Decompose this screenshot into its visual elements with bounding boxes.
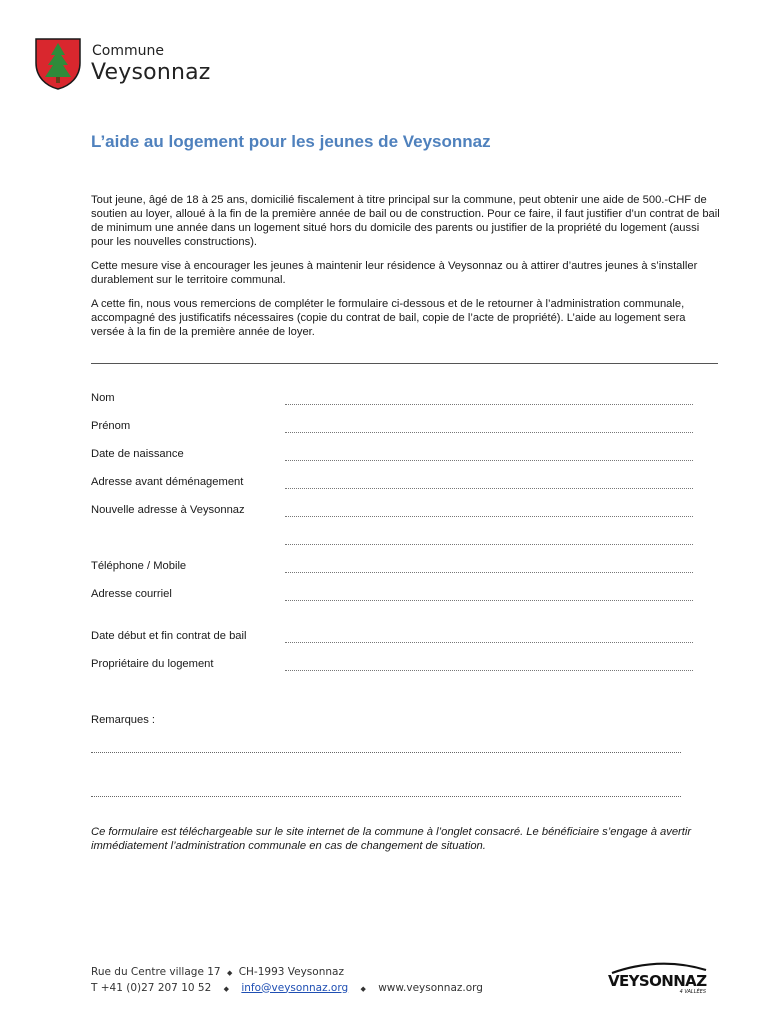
form-row-telephone	[91, 560, 696, 576]
field-line-proprietaire[interactable]	[285, 670, 693, 671]
logo-wordmark: VEYSONNAZ	[608, 972, 707, 990]
field-line-nouvelle-adresse[interactable]	[285, 516, 693, 517]
field-label-nom: Nom	[91, 392, 115, 404]
form-row-courriel	[91, 588, 696, 604]
intro-paragraph: Cette mesure vise à encourager les jeunes à maintenir leur résidence à Veysonnaz ou à attirer d’autres jeunes à s’installer durablement sur le territoire communal.	[91, 260, 698, 286]
page-title: L’aide au logement pour les jeunes de Veysonnaz	[91, 132, 491, 151]
footer-email-link[interactable]: info@veysonnaz.org	[241, 981, 349, 994]
field-line-adresse-avant[interactable]	[285, 488, 693, 489]
footer-address-line	[91, 965, 483, 981]
form-row-prenom	[91, 420, 696, 436]
intro-text	[91, 193, 721, 349]
footer-separator: ◆	[223, 984, 229, 993]
footer-separator: ◆	[226, 969, 233, 977]
form-row-adresse-suite	[91, 532, 696, 548]
field-line-date-naissance[interactable]	[285, 460, 693, 461]
field-line-courriel[interactable]	[285, 600, 693, 601]
remarks-line[interactable]	[91, 796, 681, 797]
veysonnaz-logo	[608, 958, 712, 1000]
form-row-nom	[91, 392, 696, 408]
remarks-line[interactable]	[91, 752, 681, 753]
field-label-courriel: Adresse courriel	[91, 588, 172, 600]
footer-website-link[interactable]: www.veysonnaz.org	[378, 981, 483, 994]
field-line-prenom[interactable]	[285, 432, 693, 433]
footnote: Ce formulaire est téléchargeable sur le site internet de la commune à l’onglet consacré. Le bénéficiaire s’engage à avertir immédiatement l’administration communale en cas de changement de situation.	[91, 826, 692, 852]
logo-subtitle: 4 VALLÉES	[679, 989, 706, 995]
field-label-contrat-bail: Date début et fin contrat de bail	[91, 630, 247, 642]
form-row-proprietaire	[91, 658, 696, 674]
coat-of-arms-icon	[34, 37, 82, 91]
remarks-label: Remarques :	[91, 714, 156, 726]
footer-phone: T +41 (0)27 207 10 52	[91, 981, 212, 994]
field-line-telephone[interactable]	[285, 572, 693, 573]
section-divider	[91, 363, 718, 364]
footer-contact	[91, 965, 483, 996]
field-label-telephone: Téléphone / Mobile	[91, 560, 187, 572]
form-row-date-naissance	[91, 448, 696, 464]
field-line-nom[interactable]	[285, 404, 693, 405]
field-line-contrat-bail[interactable]	[285, 642, 693, 643]
intro-paragraph: Tout jeune, âgé de 18 à 25 ans, domicilié fiscalement à titre principal sur la commune, peut obtenir une aide de 500.-CHF de soutien au loyer, alloué à la fin de la première année de bail ou de construction. Pour ce faire, il faut justifier d’un contrat de bail de minimum une année dans un logement situé hors du domicile des parents ou justifier de la propriété du logement (aussi pour les nouvelles constructions).	[91, 194, 720, 248]
field-label-adresse-avant: Adresse avant déménagement	[91, 476, 244, 488]
brand-name: Veysonnaz	[91, 60, 211, 85]
footer-postal: CH-1993 Veysonnaz	[238, 966, 344, 978]
form-row-contrat-bail	[91, 630, 696, 646]
form-row-adresse-avant	[91, 476, 696, 492]
footer-address: Rue du Centre village 17	[91, 966, 221, 978]
footer-contact-line	[91, 981, 483, 997]
intro-paragraph: A cette fin, nous vous remercions de compléter le formulaire ci-dessous et de le retourner à l’administration communale, accompagné des justificatifs nécessaires (copie du contrat de bail, copie de l’acte de propriété). L’aide au logement sera versée à la fin de la première année de loyer.	[91, 298, 686, 338]
field-line-adresse-suite[interactable]	[285, 544, 693, 545]
form-row-nouvelle-adresse	[91, 504, 696, 520]
field-label-date-naissance: Date de naissance	[91, 448, 184, 460]
field-label-proprietaire: Propriétaire du logement	[91, 658, 214, 670]
field-label-nouvelle-adresse: Nouvelle adresse à Veysonnaz	[91, 504, 245, 516]
footer-separator: ◆	[360, 984, 366, 993]
brand-commune-label: Commune	[92, 43, 164, 59]
field-label-prenom: Prénom	[91, 420, 131, 432]
